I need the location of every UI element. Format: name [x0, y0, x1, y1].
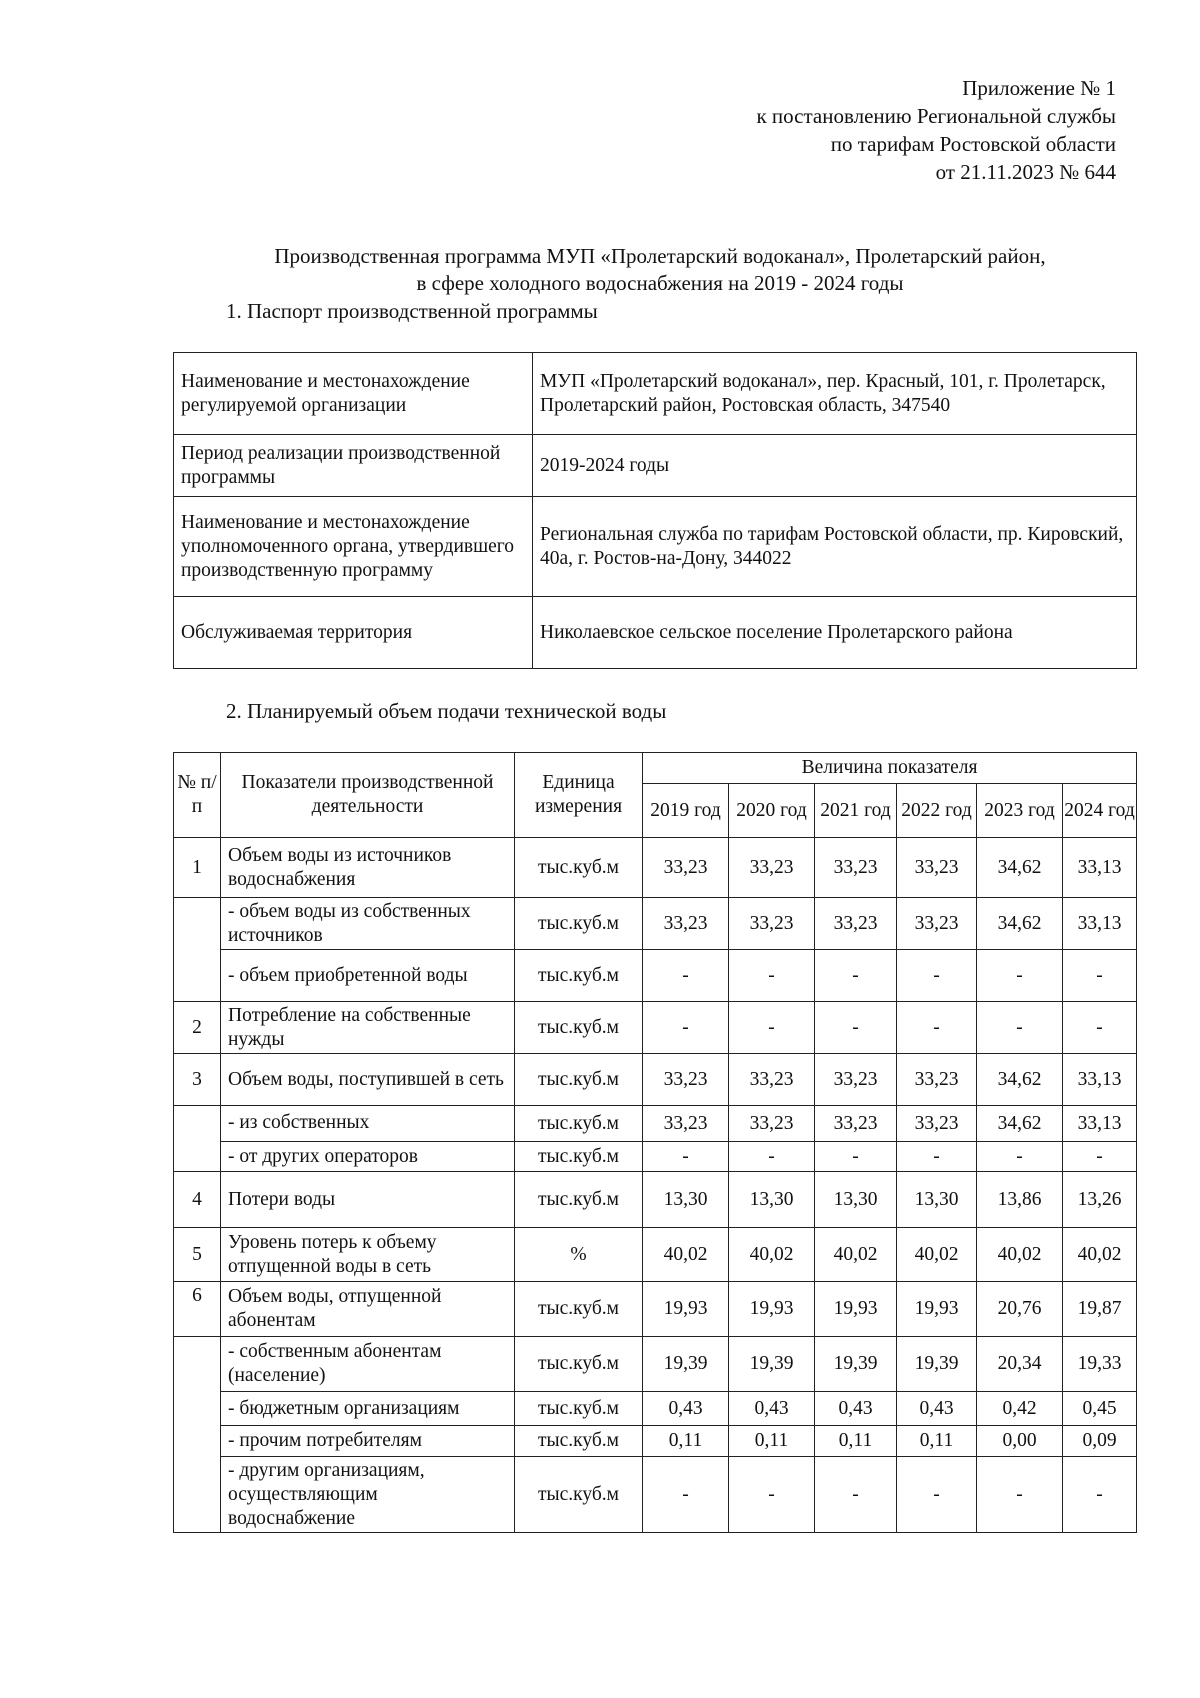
value-cell: - [1063, 950, 1137, 1002]
value-cell: 33,23 [815, 898, 897, 950]
unit-cell: тыс.куб.м [515, 898, 643, 950]
value-cell: 0,42 [977, 1392, 1063, 1426]
value-cell: 34,62 [977, 1054, 1063, 1106]
value-cell: 33,23 [897, 1106, 977, 1142]
value-cell: 13,26 [1063, 1172, 1137, 1228]
value-cell: 19,33 [1063, 1337, 1137, 1392]
passport-row [174, 435, 1137, 497]
indicator-name: Потери воды [221, 1172, 515, 1228]
unit-cell: тыс.куб.м [515, 1106, 643, 1142]
value-cell: 0,43 [897, 1392, 977, 1426]
table-row [174, 898, 1137, 950]
value-cell: 19,39 [815, 1337, 897, 1392]
table-row [174, 1392, 1137, 1426]
value-cell: 19,93 [643, 1282, 729, 1337]
value-cell: 33,13 [1063, 1054, 1137, 1106]
table-row [174, 1228, 1137, 1282]
header-number: № п/ п [174, 753, 221, 838]
appendix-line: к постановлению Региональной службы [756, 104, 1116, 128]
header-indicator: Показатели производственной деятельности [221, 753, 515, 838]
value-cell: 13,30 [897, 1172, 977, 1228]
value-cell: 33,23 [815, 838, 897, 898]
document-title-line: в сфере холодного водоснабжения на 2019 - 2024 годы [416, 271, 904, 295]
passport-label: Обслуживаемая территория [174, 597, 533, 669]
section1-heading: 1. Паспорт производственной программы [226, 299, 598, 323]
unit-cell: тыс.куб.м [515, 1054, 643, 1106]
value-cell: 40,02 [977, 1228, 1063, 1282]
header-year: 2023 год [977, 784, 1063, 838]
value-cell: 33,23 [729, 838, 815, 898]
value-cell: 33,23 [643, 898, 729, 950]
passport-row [174, 597, 1137, 669]
row-number [174, 1337, 221, 1533]
value-cell: - [643, 950, 729, 1002]
row-number [174, 898, 221, 1002]
value-cell: - [729, 1457, 815, 1533]
value-cell: 0,43 [643, 1392, 729, 1426]
unit-cell: % [515, 1228, 643, 1282]
value-cell: 34,62 [977, 838, 1063, 898]
table-row [174, 1457, 1137, 1533]
indicator-name-text: - из собственных [228, 1111, 370, 1133]
row-number: 6 [174, 1282, 221, 1337]
header-year: 2019 год [643, 784, 729, 838]
unit-cell: тыс.куб.м [515, 1282, 643, 1337]
value-cell: 0,09 [1063, 1426, 1137, 1457]
indicator-name: - бюджетным организациям [221, 1392, 515, 1426]
value-cell: 33,23 [729, 1106, 815, 1142]
appendix-line: по тарифам Ростовской области [830, 132, 1116, 156]
value-cell: - [897, 950, 977, 1002]
row-number: 4 [174, 1172, 221, 1228]
unit-cell: тыс.куб.м [515, 1142, 643, 1172]
indicator-name: - прочим потребителям [221, 1426, 515, 1457]
table-row [174, 838, 1137, 898]
header-year: 2024 год [1063, 784, 1137, 838]
value-cell: 0,00 [977, 1426, 1063, 1457]
indicator-name: Объем воды, поступившей в сеть [221, 1054, 515, 1106]
unit-cell: тыс.куб.м [515, 1457, 643, 1533]
row-number: 1 [174, 838, 221, 898]
indicator-name: Объем воды из источников водоснабжения [221, 838, 515, 898]
value-cell: 40,02 [643, 1228, 729, 1282]
table-row [174, 1002, 1137, 1054]
passport-value: МУП «Пролетарский водоканал», пер. Красный, 101, г. Пролетарск, Пролетарский район, Ростовская область, 347540 [533, 353, 1137, 435]
unit-cell: тыс.куб.м [515, 1426, 643, 1457]
value-cell: 34,62 [977, 1106, 1063, 1142]
value-cell: 19,39 [729, 1337, 815, 1392]
value-cell: 19,93 [815, 1282, 897, 1337]
value-cell: 33,23 [897, 1054, 977, 1106]
value-cell: 40,02 [815, 1228, 897, 1282]
document-title [0, 243, 1200, 297]
indicator-name: - объем воды из собственных источников [221, 898, 515, 950]
value-cell: - [815, 1002, 897, 1054]
value-cell: 33,23 [643, 838, 729, 898]
table-row [174, 1106, 1137, 1142]
value-cell: 33,23 [643, 1106, 729, 1142]
indicator-name: Потребление на собственные нужды [221, 1002, 515, 1054]
indicator-name: - объем приобретенной воды [221, 950, 515, 1002]
value-cell: - [1063, 1457, 1137, 1533]
value-cell: - [897, 1457, 977, 1533]
indicator-name [221, 1106, 515, 1142]
value-cell: - [643, 1142, 729, 1172]
row-number: 5 [174, 1228, 221, 1282]
appendix-header [756, 74, 1116, 186]
value-cell: - [815, 1457, 897, 1533]
value-cell: 33,13 [1063, 838, 1137, 898]
passport-value: Региональная служба по тарифам Ростовской области, пр. Кировский, 40а, г. Ростов-на-Дону, 344022 [533, 497, 1137, 597]
value-cell: 19,39 [643, 1337, 729, 1392]
value-cell: 13,30 [643, 1172, 729, 1228]
value-cell: 33,23 [729, 898, 815, 950]
value-cell: 0,11 [897, 1426, 977, 1457]
value-cell: 0,11 [815, 1426, 897, 1457]
value-cell: - [815, 950, 897, 1002]
header-year: 2021 год [815, 784, 897, 838]
value-cell: 33,13 [1063, 898, 1137, 950]
value-cell: 33,23 [643, 1054, 729, 1106]
table-row [174, 1142, 1137, 1172]
unit-cell: тыс.куб.м [515, 1002, 643, 1054]
value-cell: - [897, 1002, 977, 1054]
value-cell: 19,87 [1063, 1282, 1137, 1337]
passport-value: Николаевское сельское поселение Пролетарского района [533, 597, 1137, 669]
appendix-line: Приложение № 1 [962, 76, 1116, 100]
appendix-line: от 21.11.2023 № 644 [935, 160, 1116, 184]
value-cell: - [729, 950, 815, 1002]
passport-row [174, 497, 1137, 597]
unit-cell: тыс.куб.м [515, 1337, 643, 1392]
value-cell: 40,02 [729, 1228, 815, 1282]
value-cell: 0,43 [815, 1392, 897, 1426]
passport-label: Наименование и местонахождение уполномоченного органа, утвердившего производственную программу [174, 497, 533, 597]
table-row [174, 1054, 1137, 1106]
unit-cell: тыс.куб.м [515, 950, 643, 1002]
value-cell: 33,23 [815, 1054, 897, 1106]
value-cell: 33,13 [1063, 1106, 1137, 1142]
indicator-name: - собственным абонентам (население) [221, 1337, 515, 1392]
table-row [174, 950, 1137, 1002]
unit-cell: тыс.куб.м [515, 1172, 643, 1228]
value-cell: - [729, 1142, 815, 1172]
header-year: 2022 год [897, 784, 977, 838]
value-cell: 0,11 [729, 1426, 815, 1457]
value-cell: 33,23 [897, 838, 977, 898]
value-cell: 20,76 [977, 1282, 1063, 1337]
table-row [174, 1426, 1137, 1457]
passport-table [173, 352, 1137, 669]
row-number [174, 1106, 221, 1172]
value-cell: 33,23 [815, 1106, 897, 1142]
passport-label: Период реализации производственной программы [174, 435, 533, 497]
value-cell: 20,34 [977, 1337, 1063, 1392]
value-cell: 19,93 [729, 1282, 815, 1337]
header-unit: Единица измерения [515, 753, 643, 838]
value-cell: 13,30 [815, 1172, 897, 1228]
value-cell: - [977, 1002, 1063, 1054]
value-cell: 13,86 [977, 1172, 1063, 1228]
value-cell: 40,02 [897, 1228, 977, 1282]
value-cell: 19,93 [897, 1282, 977, 1337]
indicator-name: Уровень потерь к объему отпущенной воды в сеть [221, 1228, 515, 1282]
indicator-name: - другим организациям, осуществляющим водоснабжение [221, 1457, 515, 1533]
unit-cell: тыс.куб.м [515, 838, 643, 898]
value-cell: - [1063, 1142, 1137, 1172]
value-cell: 13,30 [729, 1172, 815, 1228]
volume-table [173, 752, 1137, 1533]
header-values-group: Величина показателя [643, 753, 1137, 784]
value-cell: - [897, 1142, 977, 1172]
row-number: 3 [174, 1054, 221, 1106]
passport-row [174, 353, 1137, 435]
value-cell: - [977, 1457, 1063, 1533]
value-cell: 0,43 [729, 1392, 815, 1426]
passport-value: 2019-2024 годы [533, 435, 1137, 497]
value-cell: 0,11 [643, 1426, 729, 1457]
indicator-name: - от других операторов [221, 1142, 515, 1172]
value-cell: - [977, 1142, 1063, 1172]
header-year: 2020 год [729, 784, 815, 838]
value-cell: 0,45 [1063, 1392, 1137, 1426]
value-cell: 33,23 [897, 898, 977, 950]
table-row [174, 1337, 1137, 1392]
indicator-name: Объем воды, отпущенной абонентам [221, 1282, 515, 1337]
value-cell: - [643, 1002, 729, 1054]
volume-table-body [174, 838, 1137, 1533]
section2-heading: 2. Планируемый объем подачи технической воды [226, 699, 667, 723]
table-row [174, 1282, 1137, 1337]
value-cell: - [729, 1002, 815, 1054]
table-header-row [174, 753, 1137, 784]
unit-cell: тыс.куб.м [515, 1392, 643, 1426]
value-cell: 33,23 [729, 1054, 815, 1106]
value-cell: 34,62 [977, 898, 1063, 950]
row-number: 2 [174, 1002, 221, 1054]
passport-label: Наименование и местонахождение регулируемой организации [174, 353, 533, 435]
value-cell: - [977, 950, 1063, 1002]
value-cell: 19,39 [897, 1337, 977, 1392]
value-cell: - [643, 1457, 729, 1533]
document-title-line: Производственная программа МУП «Пролетарский водоканал», Пролетарский район, [274, 244, 1046, 268]
value-cell: - [815, 1142, 897, 1172]
value-cell: 40,02 [1063, 1228, 1137, 1282]
table-row [174, 1172, 1137, 1228]
value-cell: - [1063, 1002, 1137, 1054]
